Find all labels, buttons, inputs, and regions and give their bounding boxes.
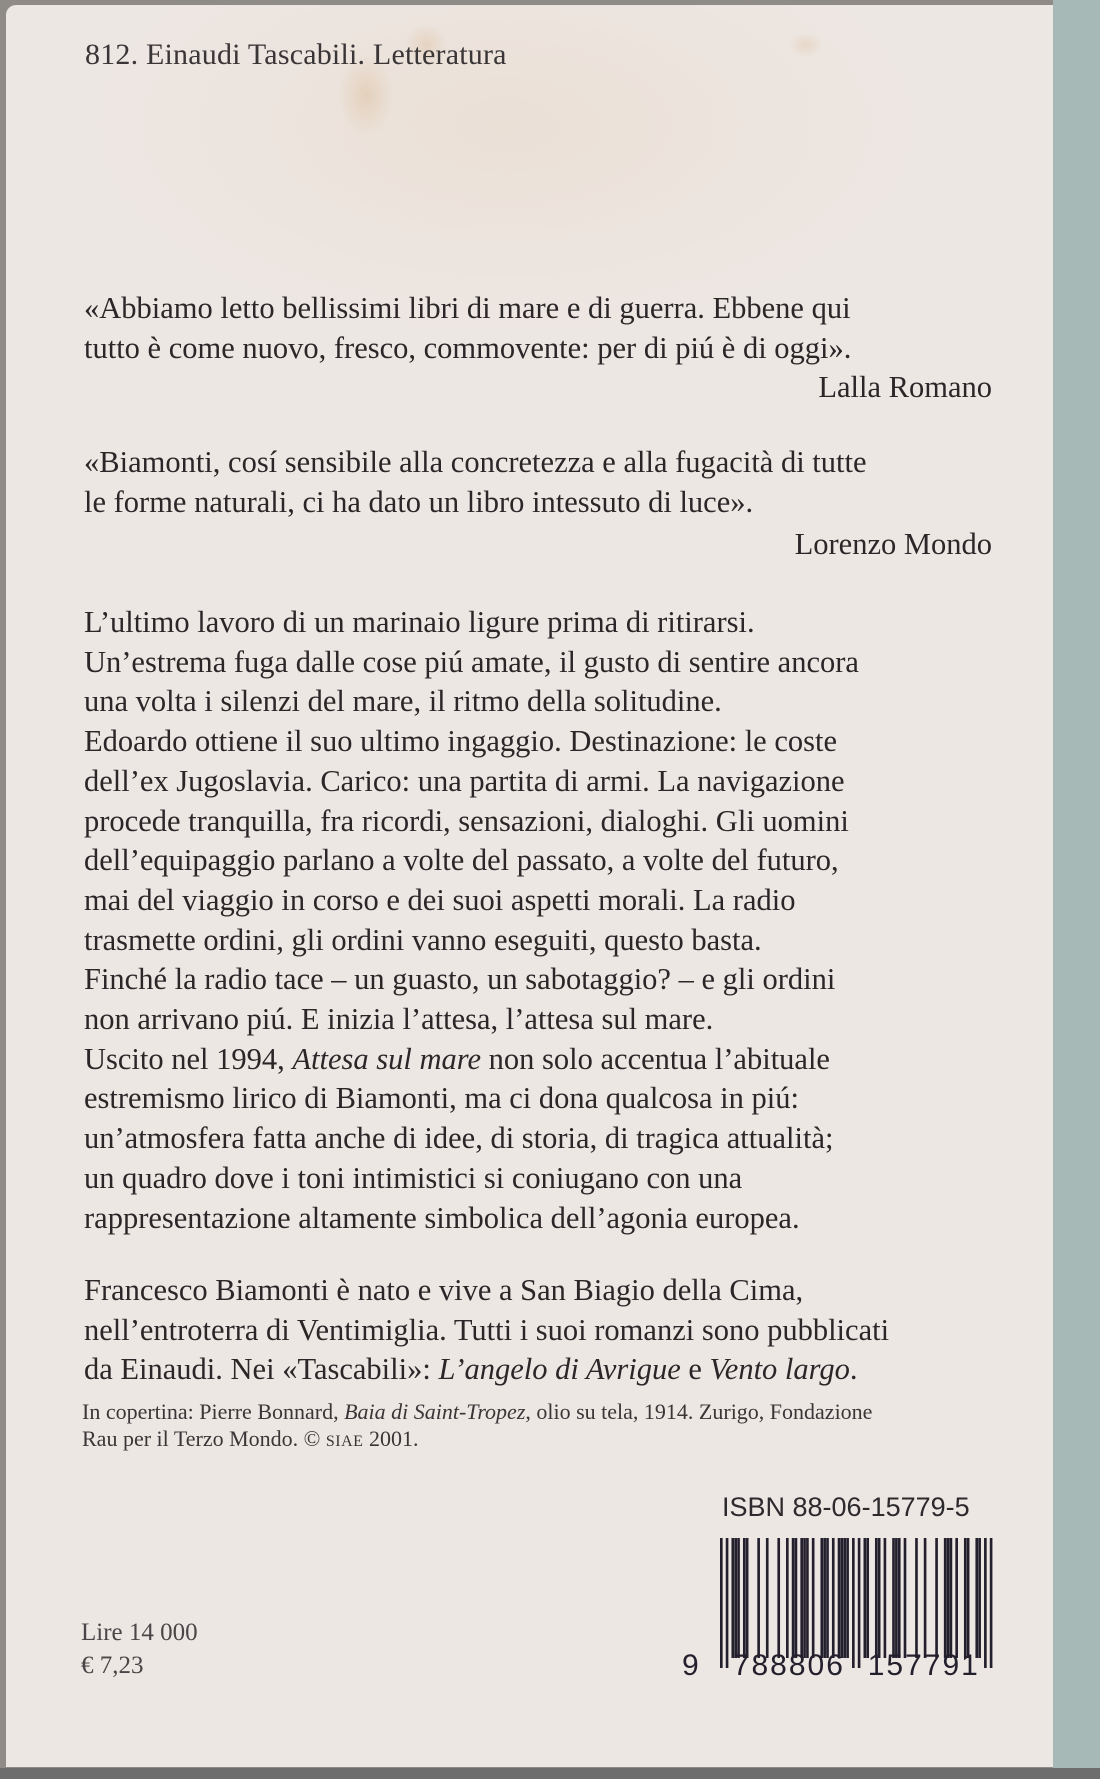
barcode-bar xyxy=(800,1538,803,1658)
barcode-bar xyxy=(731,1538,734,1658)
synopsis-line: non arrivano piú. E inizia l’attesa, l’attesa sul mare. xyxy=(84,1002,714,1037)
barcode-bar xyxy=(852,1538,855,1668)
barcode-bar xyxy=(806,1538,809,1658)
barcode-bar xyxy=(878,1538,881,1658)
synopsis-line: dell’ex Jugoslavia. Carico: una partita di armi. La navigazione xyxy=(84,763,845,798)
synopsis-line: mai del viaggio in corso e dei suoi aspetti morali. La radio xyxy=(84,882,796,917)
quote-line: «Biamonti, cosí sensibile alla concretezza e alla fugacità di tutte xyxy=(84,445,867,479)
ean-left-digits: 788806 xyxy=(732,1649,845,1682)
ean-right-digits: 157791 xyxy=(867,1649,980,1682)
synopsis-line: estremismo lirico di Biamonti, ma ci dona qualcosa in piú: xyxy=(84,1081,799,1116)
barcode-bar xyxy=(777,1538,780,1658)
synopsis-line: un’atmosfera fatta anche di idee, di storia, di tragica attualità; xyxy=(84,1121,834,1156)
barcode-bar xyxy=(866,1538,869,1658)
barcode-bar xyxy=(812,1538,815,1658)
quote-author: Lorenzo Mondo xyxy=(794,527,992,562)
barcode-bar xyxy=(746,1538,749,1658)
cover-credits xyxy=(82,1398,1002,1455)
series-heading: 812. Einaudi Tascabili. Letteratura xyxy=(85,38,507,71)
quote-line: «Abbiamo letto bellissimi libri di mare e di guerra. Ebbene qui xyxy=(84,291,851,325)
barcode-bar xyxy=(743,1538,746,1658)
synopsis-line: trasmette ordini, gli ordini vanno eseguiti, questo basta. xyxy=(84,922,762,957)
barcode-bar xyxy=(838,1538,841,1658)
barcode-bar xyxy=(924,1538,927,1658)
barcode-bar xyxy=(895,1538,898,1658)
text-fragment: In copertina: Pierre Bonnard, xyxy=(82,1399,345,1424)
barcode-bar xyxy=(904,1538,907,1658)
barcode-bar xyxy=(795,1538,798,1658)
barcode-bar xyxy=(955,1538,958,1658)
synopsis-line: L’ultimo lavoro di un marinaio ligure prima di ritirarsi. xyxy=(84,605,755,639)
barcode-bar xyxy=(884,1538,887,1658)
bio-line: Francesco Biamonti è nato e vive a San Biagio della Cima, xyxy=(84,1273,804,1307)
text-fragment: 2001. xyxy=(363,1426,419,1451)
credits-line xyxy=(82,1398,1002,1425)
text-fragment: da Einaudi. Nei «Tascabili»: xyxy=(84,1352,439,1387)
synopsis-line: una volta i silenzi del mare, il ritmo della solitudine. xyxy=(84,684,722,719)
book-spine-edge xyxy=(1053,0,1100,1768)
barcode-bar xyxy=(858,1538,861,1668)
barcode-bar xyxy=(950,1538,953,1658)
barcode-bar xyxy=(846,1538,849,1658)
barcode-bar xyxy=(757,1538,760,1658)
price-block xyxy=(81,1616,198,1682)
quote-line: tutto è come nuovo, fresco, commovente: per di piú è di oggi». xyxy=(84,330,852,365)
barcode-bar xyxy=(841,1538,844,1658)
text-fragment: e xyxy=(680,1352,710,1387)
synopsis-line: Finché la radio tace – un guasto, un sabotaggio? – e gli ordini xyxy=(84,962,836,997)
synopsis-line xyxy=(84,1040,994,1080)
barcode-bar xyxy=(947,1538,950,1658)
synopsis-line: procede tranquilla, fra ricordi, sensazioni, dialoghi. Gli uomini xyxy=(84,803,849,838)
barcode-bar xyxy=(892,1538,895,1658)
barcode-bar xyxy=(975,1538,978,1658)
barcode-bar xyxy=(964,1538,967,1658)
barcode-bar xyxy=(737,1538,740,1658)
siae-mark: SIAE xyxy=(325,1433,364,1450)
barcode-bar xyxy=(915,1538,918,1658)
bio-line xyxy=(84,1350,994,1390)
ean-barcode xyxy=(682,1536,1002,1686)
bottom-shadow xyxy=(0,1768,1100,1779)
barcode-bar xyxy=(823,1538,826,1658)
barcode-bar xyxy=(864,1538,867,1658)
barcode-bar xyxy=(832,1538,835,1658)
barcode-bar xyxy=(726,1538,729,1668)
barcode-bar xyxy=(990,1538,993,1668)
synopsis-line: Edoardo ottiene il suo ultimo ingaggio. Destinazione: le coste xyxy=(84,724,838,759)
book-title: Vento largo xyxy=(709,1352,850,1387)
synopsis-line: un quadro dove i toni intimistici si coniugano con una xyxy=(84,1160,743,1195)
bio-line: nell’entroterra di Ventimiglia. Tutti i suoi romanzi sono pubblicati xyxy=(84,1312,890,1347)
barcode-bar xyxy=(967,1538,970,1658)
ean-first-digit: 9 xyxy=(682,1649,701,1682)
synopsis-line: dell’equipaggio parlano a volte del passato, a volte del futuro, xyxy=(84,843,839,878)
quote-line: le forme naturali, ci ha dato un libro intessuto di luce». xyxy=(84,484,754,519)
book-title: Attesa sul mare xyxy=(292,1041,482,1076)
book-title: L’angelo di Avrigue xyxy=(438,1352,681,1387)
credits-line xyxy=(82,1425,1002,1455)
synopsis-line: rappresentazione altamente simbolica dell’agonia europea. xyxy=(84,1200,800,1235)
barcode-bar xyxy=(875,1538,878,1658)
price-lire: Lire 14 000 xyxy=(81,1619,198,1646)
barcode-bar xyxy=(984,1538,987,1668)
barcode-bar xyxy=(720,1538,723,1668)
barcode-bar xyxy=(803,1538,806,1658)
quote-author: Lalla Romano xyxy=(818,370,992,405)
barcode-bar xyxy=(820,1538,823,1658)
barcode-bar xyxy=(786,1538,789,1658)
text-fragment: Rau per il Terzo Mondo. © xyxy=(82,1426,326,1451)
price-euro: € 7,23 xyxy=(81,1652,144,1679)
synopsis xyxy=(84,603,994,1238)
text-fragment: . xyxy=(849,1352,858,1387)
text-fragment: Uscito nel 1994, xyxy=(84,1041,293,1076)
barcode-bar xyxy=(935,1538,938,1658)
barcode-bar xyxy=(734,1538,737,1658)
barcode-bar xyxy=(792,1538,795,1658)
quote-mondo xyxy=(84,443,994,565)
barcode-bar xyxy=(898,1538,901,1658)
text-fragment: non solo accentua l’abituale xyxy=(481,1041,830,1076)
barcode-bar xyxy=(944,1538,947,1658)
barcode-bar xyxy=(766,1538,769,1658)
barcode-bar xyxy=(978,1538,981,1658)
barcode-bar xyxy=(843,1538,846,1658)
synopsis-line: Un’estrema fuga dalle cose piú amate, il gusto di sentire ancora xyxy=(84,644,859,679)
quote-romano xyxy=(84,289,994,408)
author-bio xyxy=(84,1271,994,1390)
text-fragment: , olio su tela, 1914. Zurigo, Fondazione xyxy=(525,1399,873,1424)
painting-title: Baia di Saint-Tropez xyxy=(344,1399,526,1424)
barcode-bar xyxy=(826,1538,829,1658)
isbn-label: ISBN 88-06-15779-5 xyxy=(722,1492,970,1522)
